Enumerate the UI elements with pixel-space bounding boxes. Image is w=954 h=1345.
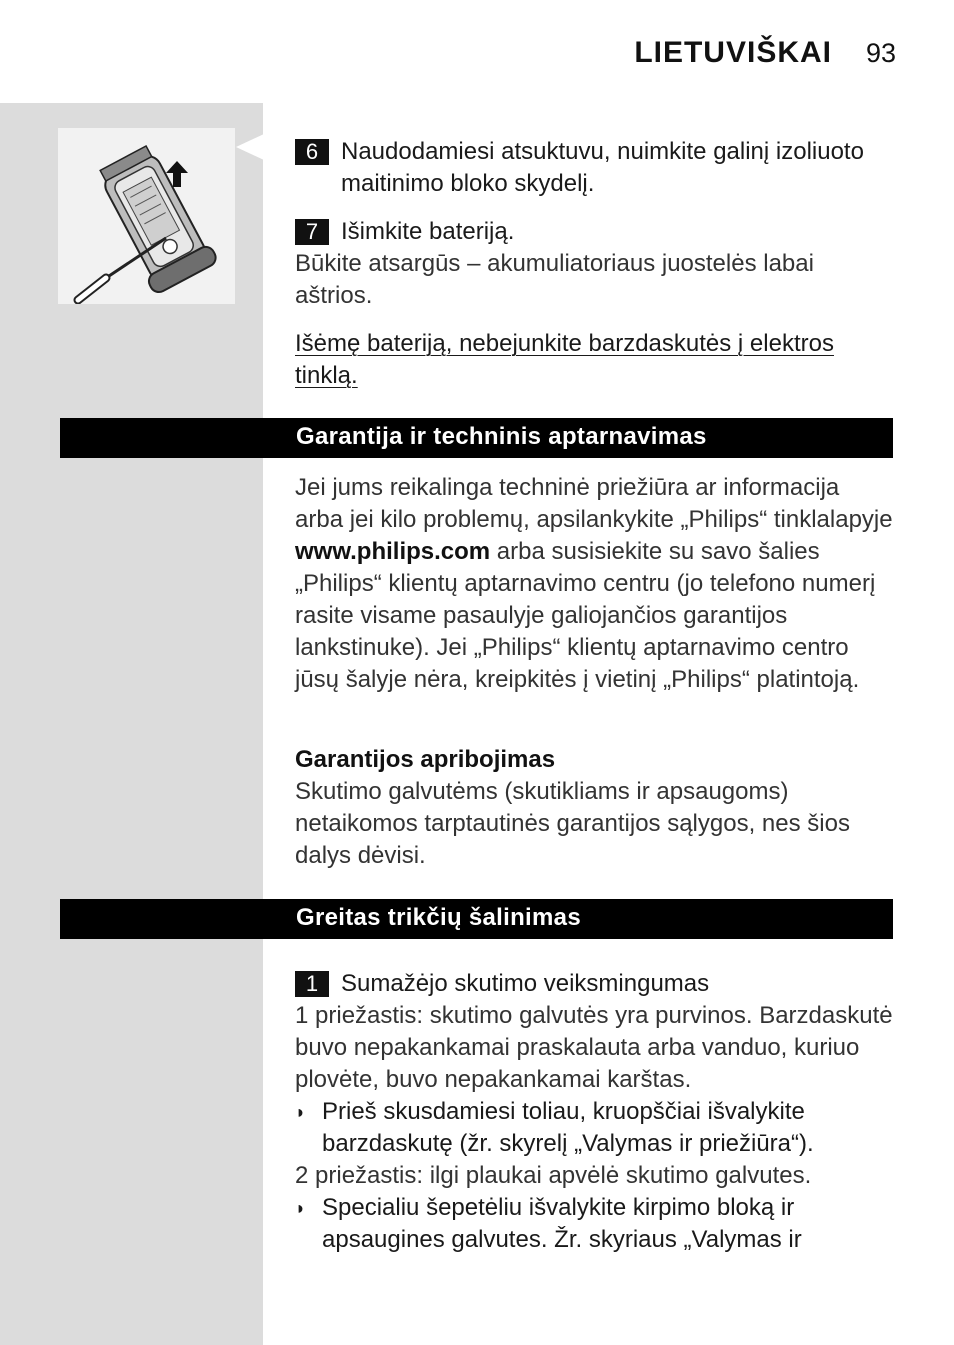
- cause-2-text: 2 priežastis: ilgi plaukai apvėlė skutimo galvutes.: [295, 1162, 812, 1189]
- section-title: Greitas trikčių šalinimas: [296, 904, 581, 931]
- bullet-item: [295, 1096, 893, 1160]
- section-title: Garantija ir techninis aptarnavimas: [296, 423, 707, 450]
- warning-text: Išėmę bateriją, nebejunkite barzdaskutės į elektros tinklą.: [295, 330, 834, 389]
- cause-1-text: 1 priežastis: skutimo galvutės yra purvinos. Barzdaskutė buvo nepakankamai praskalauta arba vanduo, kuriuo plovėte, buvo nepakankamai karštas.: [295, 1002, 893, 1093]
- section-header-troubleshooting: [60, 899, 893, 939]
- language-title: LIETUVIŠKAI: [634, 36, 832, 69]
- step-number: 6: [295, 139, 329, 165]
- step-number: 7: [295, 219, 329, 245]
- warranty-text-part1: Jei jums reikalinga techninė priežiūra ar informacija arba jei kilo problemų, apsilankykite „Philips“ tinklalapyje: [295, 474, 893, 533]
- philips-url-link[interactable]: www.philips.com: [295, 538, 491, 565]
- subsection-title: Garantijos apribojimas: [295, 746, 556, 773]
- troubleshooting-step-1: [295, 968, 893, 1256]
- shaver-screwdriver-illustration: [58, 128, 235, 304]
- step-7: [295, 216, 893, 312]
- caution-text: Būkite atsargūs – akumuliatoriaus juostelės labai aštrios.: [295, 250, 814, 309]
- step-text: Išimkite bateriją.: [341, 218, 515, 245]
- step-number: 1: [295, 971, 329, 997]
- warranty-paragraph: [295, 472, 893, 696]
- up-arrow-icon: [165, 160, 189, 188]
- bullet-text: Prieš skusdamiesi toliau, kruopščiai išvalykite barzdaskutę (žr. skyrelį „Valymas ir priežiūra“).: [322, 1098, 814, 1157]
- warranty-restriction: [295, 744, 893, 872]
- shaver-illustration-icon: [58, 128, 235, 304]
- callout-notch: [236, 134, 264, 160]
- page-number: 93: [866, 38, 897, 68]
- warning-block: [295, 328, 893, 392]
- warranty-text-part2: arba susisiekite su savo šalies „Philips“ klientų aptarnavimo centru (jo telefono numerį rasite visame pasaulyje galiojančios garantijos lankstinuke). Jei „Philips“ klientų aptarnavimo centro jūsų šalyje nėra, kreipkitės į vietinį „Philips“ platintoją.: [295, 538, 876, 693]
- bullet-item: [295, 1192, 893, 1256]
- section-header-warranty: [60, 418, 893, 458]
- bullet-text: Specialiu šepetėliu išvalykite kirpimo bloką ir apsaugines galvutes. Žr. skyriaus „Valymas ir: [322, 1194, 802, 1253]
- bullet-icon: ◗: [295, 1102, 306, 1122]
- subsection-text: Skutimo galvutėms (skutikliams ir apsaugoms) netaikomos tarptautinės garantijos sąlygos, nes šios dalys dėvisi.: [295, 778, 850, 869]
- step-text: Sumažėjo skutimo veiksmingumas: [341, 970, 710, 997]
- bullet-icon: ◗: [295, 1198, 306, 1218]
- step-6: [295, 136, 893, 200]
- step-text: Naudodamiesi atsuktuvu, nuimkite galinį izoliuoto maitinimo bloko skydelį.: [341, 138, 864, 197]
